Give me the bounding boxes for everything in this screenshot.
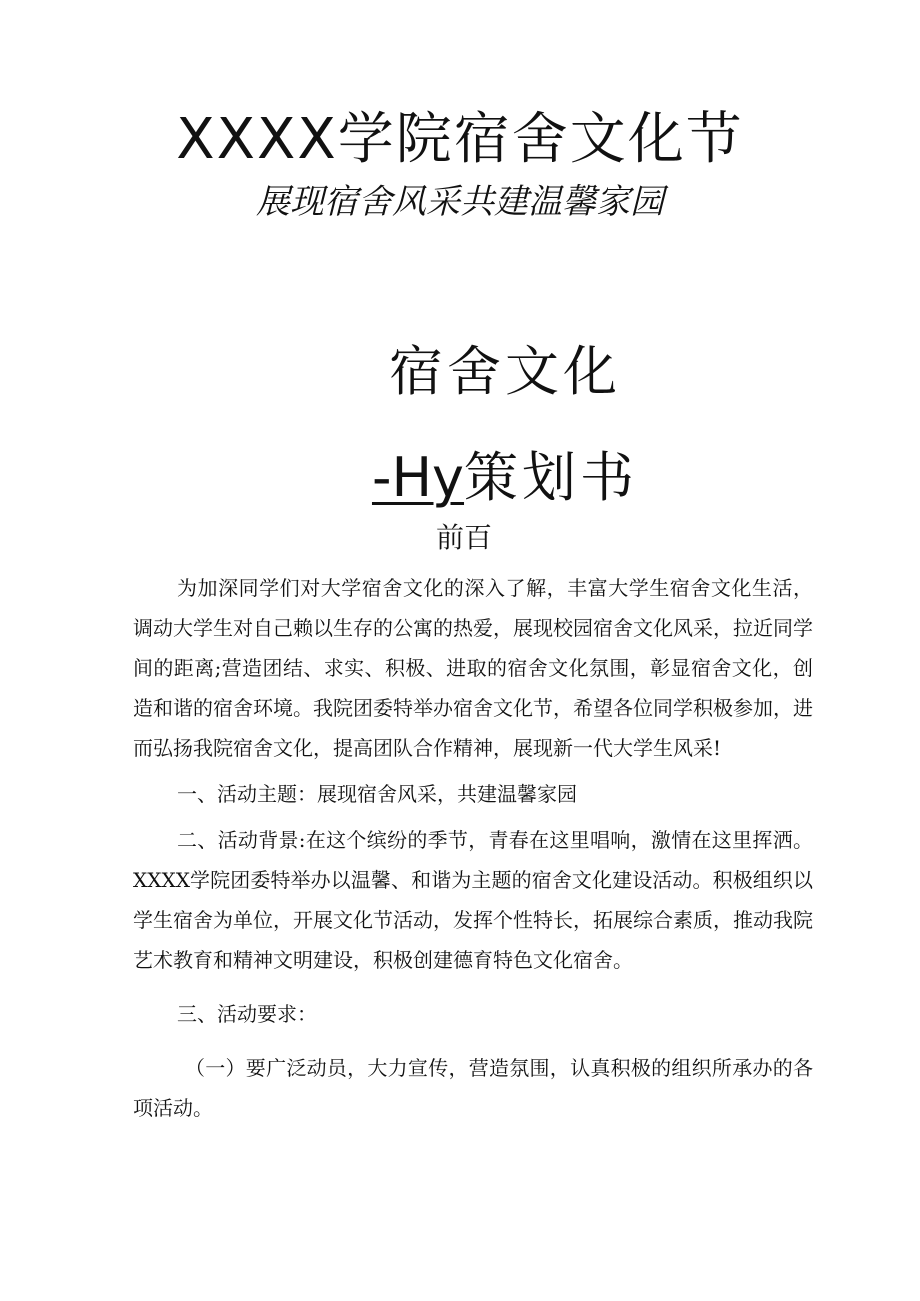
cover-heading: 宿舍文化 (389, 340, 621, 403)
plan-prefix: -Hy (371, 446, 465, 509)
requirements-heading: 三、活动要求： (177, 1002, 317, 1026)
intro-paragraph: 为加深同学们对大学宿舍文化的深入了解，丰富大学生宿舍文化生活，调动大学生对自己赖以生存的公寓的热爱，展现校园宿舍文化风采，拉近同学间的距离;营造团结、求实、积极、进取的宿舍文化氛围，彰显宿舍文化，创造和谐的宿舍环境。我院团委特举办宿舍文化节，希望各位同学积极参加，进而弘扬我院宿舍文化，提高团队合作精神，展现新一代大学生风采! (133, 576, 813, 760)
plan-label: 策划书 (464, 446, 639, 509)
requirement-item-1: （一）要广泛动员，大力宣传，营造氛围，认真积极的组织所承办的各项活动。 (133, 1056, 813, 1120)
theme-paragraph: 一、活动主题：展现宿舍风采，共建温馨家园 (177, 782, 577, 806)
background-paragraph: 二、活动背景:在这个缤纷的季节，青春在这里唱响，激情在这里挥洒。XXXX学院团委特举办以温馨、和谐为主题的宿舍文化建设活动。积极组织以学生宿舍为单位，开展文化节活动，发挥个性特长，拓展综合素质，推动我院艺术教育和精神文明建设，积极创建德育特色文化宿舍。 (133, 828, 813, 972)
plan-heading (0, 445, 920, 511)
document-title: XXXX学院宿舍文化节 (176, 107, 744, 172)
foreword-heading: 前百 (436, 521, 493, 554)
document-subtitle: 展现宿舍风采共建温馨家园 (256, 182, 664, 222)
document-body (133, 568, 813, 1128)
